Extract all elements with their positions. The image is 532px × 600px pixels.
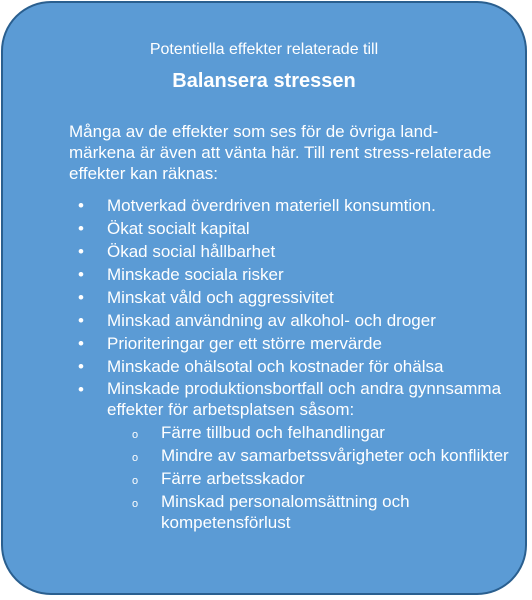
sub-list-item bbox=[107, 445, 513, 466]
list-item-text: Minskat våld och aggressivitet bbox=[107, 288, 334, 307]
list-item-text: Minskade ohälsotal och kostnader för ohälsa bbox=[107, 357, 444, 376]
intro-paragraph: Många av de effekter som ses för de övriga land-märkena är även att vänta här. Till rent stress-relaterade effekter kan räknas: bbox=[69, 122, 492, 183]
circle-bullet-icon: o bbox=[132, 429, 139, 441]
sub-list-item-text: Minskad personalomsättning och kompetensförlust bbox=[161, 492, 410, 532]
sub-list-item-text: Färre tillbud och felhandlingar bbox=[161, 423, 385, 442]
list-item bbox=[73, 355, 513, 378]
sub-list-item bbox=[107, 491, 513, 533]
bullet-icon: • bbox=[78, 196, 84, 215]
circle-bullet-icon: o bbox=[132, 475, 139, 487]
sub-list-item bbox=[107, 422, 513, 443]
list-item bbox=[73, 309, 513, 332]
bullet-icon: • bbox=[78, 334, 84, 353]
effects-list bbox=[73, 194, 513, 535]
list-item bbox=[73, 194, 513, 217]
bullet-icon: • bbox=[78, 380, 84, 399]
circle-bullet-icon: o bbox=[132, 452, 139, 464]
bullet-icon: • bbox=[78, 311, 84, 330]
sub-list bbox=[107, 422, 513, 533]
card-title: Balansera stressen bbox=[172, 70, 356, 92]
bullet-icon: • bbox=[78, 219, 84, 238]
list-item bbox=[73, 263, 513, 286]
list-item-text: Minskade produktionsbortfall och andra gynnsamma effekter för arbetsplatsen såsom: bbox=[107, 379, 502, 419]
list-item-text: Prioriteringar ger ett större mervärde bbox=[107, 334, 382, 353]
list-item-text: Ökat socialt kapital bbox=[107, 219, 250, 238]
list-item bbox=[73, 378, 513, 533]
list-item bbox=[73, 332, 513, 355]
list-item-text: Minskade sociala risker bbox=[107, 265, 284, 284]
bullet-icon: • bbox=[78, 265, 84, 284]
sub-list-item-text: Mindre av samarbetssvårigheter och konflikter bbox=[161, 446, 509, 465]
bullet-icon: • bbox=[78, 357, 84, 376]
list-item bbox=[73, 217, 513, 240]
bullet-icon: • bbox=[78, 288, 84, 307]
list-item bbox=[73, 286, 513, 309]
sub-list-item bbox=[107, 468, 513, 489]
bullet-icon: • bbox=[78, 242, 84, 261]
list-item bbox=[73, 240, 513, 263]
info-card bbox=[1, 1, 527, 595]
list-item-text: Ökad social hållbarhet bbox=[107, 242, 276, 261]
list-item-text: Motverkad överdriven materiell konsumtion. bbox=[107, 196, 436, 215]
card-subtitle: Potentiella effekter relaterade till bbox=[149, 41, 379, 58]
circle-bullet-icon: o bbox=[132, 498, 139, 510]
sub-list-item-text: Färre arbetsskador bbox=[161, 469, 305, 488]
list-item-text: Minskad användning av alkohol- och droger bbox=[107, 311, 436, 330]
